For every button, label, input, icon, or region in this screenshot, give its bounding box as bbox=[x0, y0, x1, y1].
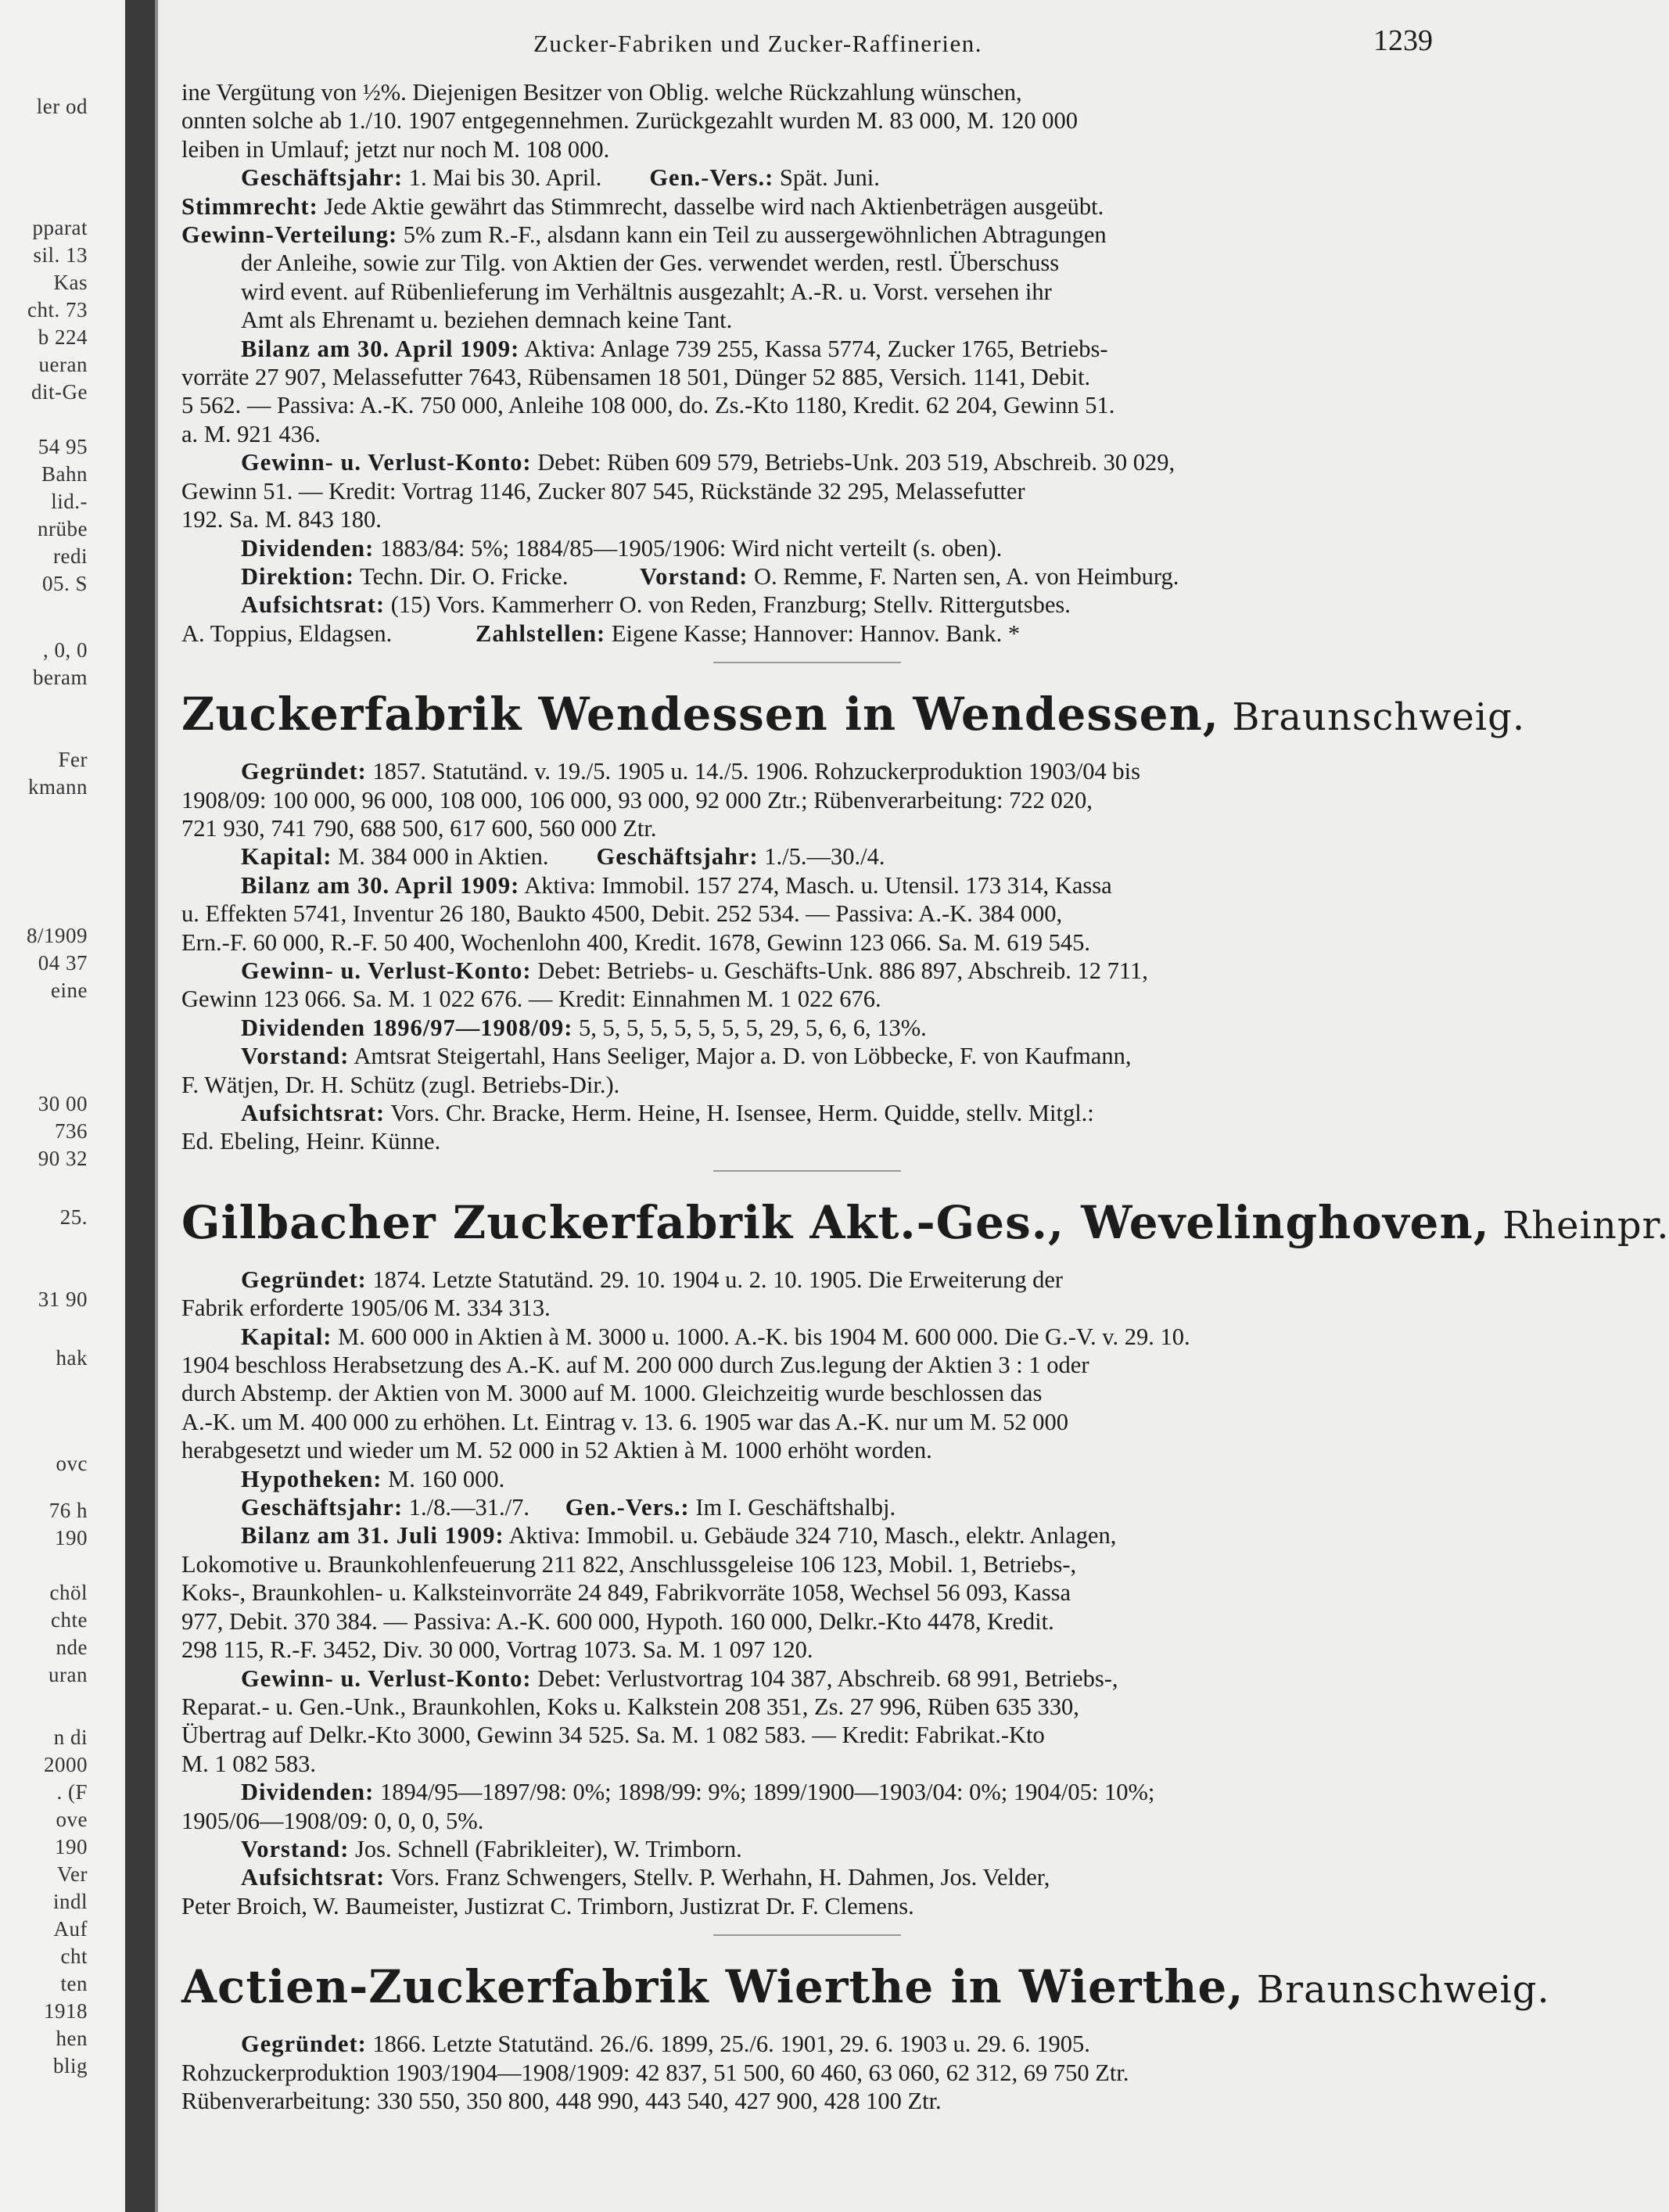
text-line: 192. Sa. M. 843 180. bbox=[181, 506, 382, 533]
field-key: Geschäftsjahr: bbox=[596, 843, 759, 871]
text-line: 1905/06—1908/09: 0, 0, 0, 5%. bbox=[181, 1807, 484, 1834]
field-key: Gewinn-Verteilung: bbox=[181, 221, 398, 249]
margin-fragment: ovc bbox=[56, 1452, 88, 1475]
profit-line bbox=[181, 221, 1433, 249]
field-value: Vors. Franz Schwengers, Stellv. P. Werhahn, H. Dahmen, Jos. Velder, bbox=[385, 1864, 1050, 1891]
field-key: Gewinn- u. Verlust-Konto: bbox=[241, 449, 532, 476]
company-title bbox=[181, 1959, 1550, 2017]
margin-fragment: 31 90 bbox=[38, 1287, 88, 1311]
field-key: Bilanz am 30. April 1909: bbox=[241, 335, 520, 362]
field-key: Bilanz am 31. Juli 1909: bbox=[241, 1522, 504, 1549]
field-value: 5% zum R.-F., alsdann kann ein Teil zu aussergewöhnlichen Abtragungen bbox=[397, 221, 1107, 249]
entry-wendessen bbox=[181, 687, 1526, 1156]
field-value: 1894/95—1897/98: 0%; 1898/99: 9%; 1899/1900—1903/04: 0%; 1904/05: 10%; bbox=[374, 1779, 1155, 1806]
board-line bbox=[181, 1099, 1433, 1127]
text-line: der Anleihe, sowie zur Tilg. von Aktien der Ges. verwendet werden, restl. Überschuss bbox=[241, 250, 1060, 277]
margin-fragment: Kas bbox=[53, 271, 88, 294]
field-key: Kapital: bbox=[241, 1323, 332, 1350]
margin-fragment: uran bbox=[48, 1663, 88, 1686]
margin-fragment: cht bbox=[60, 1944, 88, 1968]
margin-fragment: blig bbox=[52, 2054, 88, 2077]
field-value: M. 160 000. bbox=[382, 1465, 505, 1492]
field-value: Vors. Chr. Bracke, Herm. Heine, H. Isensee, Herm. Quidde, stellv. Mitgl.: bbox=[385, 1100, 1094, 1126]
section-divider bbox=[713, 662, 901, 663]
field-key: Geschäftsjahr: bbox=[241, 164, 404, 192]
field-key: Dividenden: bbox=[241, 534, 375, 562]
book-gutter bbox=[125, 0, 156, 2212]
field-key: Gewinn- u. Verlust-Konto: bbox=[241, 957, 532, 984]
field-key: Gegründet: bbox=[241, 758, 367, 785]
pl-line bbox=[181, 957, 1433, 985]
margin-fragment: Ver bbox=[57, 1862, 88, 1886]
text-line: Ern.-F. 60 000, R.-F. 50 400, Wochenlohn 400, Kredit. 1678, Gewinn 123 066. Sa. M. 619 545. bbox=[181, 928, 1091, 956]
margin-fragment: n di bbox=[53, 1725, 88, 1749]
fiscal-year-line bbox=[181, 1493, 1433, 1521]
field-key: Gen.-Vers.: bbox=[649, 164, 774, 192]
field-value: 1866. Letzte Statutänd. 26./6. 1899, 25./6. 1901, 29. 6. 1903 u. 29. 6. 1905. bbox=[366, 2031, 1090, 2058]
margin-fragment: 736 bbox=[55, 1119, 88, 1143]
field-value: 1./8.—31./7. bbox=[403, 1494, 529, 1521]
text-line: 298 115, R.-F. 3452, Div. 30 000, Vortrag 1073. Sa. M. 1 097 120. bbox=[181, 1636, 813, 1664]
entry-wierthe bbox=[181, 1959, 1550, 2115]
founded-line bbox=[181, 2030, 1433, 2058]
margin-fragment: ler od bbox=[36, 95, 88, 118]
margin-fragment: eine bbox=[51, 979, 88, 1002]
text-line: leiben in Umlauf; jetzt nur noch M. 108 000. bbox=[181, 135, 610, 163]
field-key: Aufsichtsrat: bbox=[241, 1100, 386, 1126]
field-value: 1./5.—30./4. bbox=[758, 843, 885, 871]
margin-fragment: kmann bbox=[28, 775, 88, 799]
text-line: Gewinn 51. — Kredit: Vortrag 1146, Zucker 807 545, Rückstände 32 295, Melassefutter bbox=[181, 477, 1025, 505]
text-line: Koks-, Braunkohlen- u. Kalksteinvorräte 24 849, Fabrikvorräte 1058, Wechsel 56 093, Kassa bbox=[181, 1579, 1071, 1607]
text-line: Peter Broich, W. Baumeister, Justizrat C. Trimborn, Justizrat Dr. F. Clemens. bbox=[181, 1892, 914, 1919]
margin-fragment: , 0, 0 bbox=[43, 638, 88, 662]
margin-fragment: 04 37 bbox=[38, 951, 88, 975]
field-key: Direktion: bbox=[241, 562, 354, 590]
margin-fragment: chöl bbox=[49, 1581, 88, 1604]
text-line: Gewinn 123 066. Sa. M. 1 022 676. — Kredit: Einnahmen M. 1 022 676. bbox=[181, 986, 881, 1013]
margin-fragment: dit-Ge bbox=[31, 380, 88, 404]
pl-line bbox=[181, 1664, 1433, 1693]
dividend-line bbox=[181, 1778, 1433, 1806]
text-line: F. Wätjen, Dr. H. Schütz (zugl. Betriebs-Dir.). bbox=[181, 1071, 620, 1098]
text-line: durch Abstemp. der Aktien von M. 3000 auf M. 1000. Gleichzeitig wurde beschlossen das bbox=[181, 1380, 1043, 1407]
running-head bbox=[181, 23, 1433, 78]
text-line: Reparat.- u. Gen.-Unk., Braunkohlen, Koks u. Kalkstein 208 351, Zs. 27 996, Rüben 635 330, bbox=[181, 1693, 1079, 1720]
field-key: Gewinn- u. Verlust-Konto: bbox=[241, 1664, 532, 1692]
field-value: Amtsrat Steigertahl, Hans Seeliger, Major a. D. von Löbbecke, F. von Kaufmann, bbox=[349, 1043, 1132, 1070]
field-key: Gegründet: bbox=[241, 2031, 367, 2058]
field-value: A. Toppius, Eldagsen. bbox=[181, 619, 393, 647]
field-value: M. 600 000 in Aktien à M. 3000 u. 1000. A.-K. bis 1904 M. 600 000. Die G.-V. v. 29. 10. bbox=[332, 1323, 1190, 1350]
margin-fragment: pparat bbox=[32, 216, 88, 239]
field-key: Vorstand: bbox=[241, 1835, 350, 1862]
field-value: 1883/84: 5%; 1884/85—1905/1906: Wird nicht verteilt (s. oben). bbox=[374, 534, 1003, 562]
field-value: Aktiva: Immobil. u. Gebäude 324 710, Masch., elektr. Anlagen, bbox=[504, 1522, 1117, 1549]
text-line: 721 930, 741 790, 688 500, 617 600, 560 000 Ztr. bbox=[181, 814, 657, 842]
fiscal-year-line bbox=[181, 163, 1433, 192]
page-number: 1239 bbox=[1373, 24, 1433, 57]
field-value: Eigene Kasse; Hannover: Hannov. Bank. * bbox=[605, 619, 1021, 647]
balance-line bbox=[181, 1521, 1433, 1549]
text-line: M. 1 082 583. bbox=[181, 1750, 316, 1777]
running-title: Zucker-Fabriken und Zucker-Raffinerien. bbox=[533, 30, 982, 57]
text-line: Lokomotive u. Braunkohlenfeuerung 211 822, Anschlussgeleise 106 123, Mobil. 1, Betriebs-, bbox=[181, 1550, 1077, 1578]
margin-fragment: 2000 bbox=[44, 1753, 88, 1776]
margin-fragment: Bahn bbox=[41, 462, 88, 486]
page-content bbox=[181, 23, 1669, 2115]
margin-fragment: ten bbox=[60, 1972, 88, 1995]
margin-fragment: ove bbox=[56, 1808, 88, 1831]
margin-fragment: Auf bbox=[53, 1917, 88, 1941]
margin-fragment: 1918 bbox=[44, 1999, 88, 2023]
text-line: Fabrik erforderte 1905/06 M. 334 313. bbox=[181, 1295, 551, 1322]
text-line: 1908/09: 100 000, 96 000, 108 000, 106 000, 93 000, 92 000 Ztr.; Rübenverarbeitung: 722 020, bbox=[181, 786, 1093, 813]
field-value: 1874. Letzte Statutänd. 29. 10. 1904 u. 2. 10. 1905. Die Erweiterung der bbox=[366, 1266, 1064, 1293]
margin-fragment: redi bbox=[53, 544, 88, 568]
dividend-line bbox=[181, 1014, 1433, 1042]
field-value: (15) Vors. Kammerherr O. von Reden, Franzburg; Stellv. Rittergutsbes. bbox=[385, 591, 1071, 619]
field-value: 5, 5, 5, 5, 5, 5, 5, 5, 29, 5, 6, 6, 13%. bbox=[572, 1014, 927, 1041]
margin-fragment: nde bbox=[56, 1636, 88, 1659]
text-line: ine Vergütung von ½%. Diejenigen Besitzer von Oblig. welche Rückzahlung wünschen, bbox=[181, 79, 1022, 106]
balance-line bbox=[181, 871, 1433, 900]
margin-fragment: 54 95 bbox=[38, 435, 88, 458]
field-value: Aktiva: Immobil. 157 274, Masch. u. Utensil. 173 314, Kassa bbox=[519, 871, 1112, 899]
field-key: Dividenden: bbox=[241, 1779, 375, 1806]
margin-fragment: 190 bbox=[55, 1526, 88, 1549]
field-value: Spät. Juni. bbox=[773, 164, 880, 192]
board-line-2 bbox=[181, 619, 1433, 648]
text-line: vorräte 27 907, Melassefutter 7643, Rübensamen 18 501, Dünger 52 885, Versich. 1141, Debit. bbox=[181, 364, 1091, 391]
field-value: Jede Aktie gewährt das Stimmrecht, dasselbe wird nach Aktienbeträgen ausgeübt. bbox=[318, 192, 1104, 220]
management-line bbox=[181, 1835, 1433, 1863]
management-line bbox=[181, 1042, 1433, 1070]
field-value: Debet: Verlustvortrag 104 387, Abschreib. 68 991, Betriebs-, bbox=[531, 1664, 1118, 1692]
field-key: Gen.-Vers.: bbox=[565, 1494, 690, 1521]
margin-fragment: 8/1909 bbox=[26, 924, 88, 947]
field-value: M. 384 000 in Aktien. bbox=[332, 843, 549, 871]
field-value: Debet: Rüben 609 579, Betriebs-Unk. 203 519, Abschreib. 30 029, bbox=[531, 449, 1175, 476]
margin-fragment: 30 00 bbox=[38, 1092, 88, 1115]
company-region: Rheinpr. bbox=[1489, 1203, 1669, 1248]
text-line: A.-K. um M. 400 000 zu erhöhen. Lt. Eintrag v. 13. 6. 1905 war das A.-K. nur um M. 52 000 bbox=[181, 1408, 1068, 1435]
capital-line bbox=[181, 842, 1433, 871]
founded-line bbox=[181, 757, 1433, 785]
text-line: Rohzuckerproduktion 1903/1904—1908/1909: 42 837, 51 500, 60 460, 63 060, 62 312, 69 750 Ztr. bbox=[181, 2059, 1129, 2086]
gutter-edge bbox=[155, 0, 158, 2212]
field-value: Im I. Geschäftshalbj. bbox=[689, 1494, 896, 1521]
company-name: Actien-Zuckerfabrik Wierthe in Wierthe, bbox=[181, 1960, 1244, 2014]
field-key: Hypotheken: bbox=[241, 1465, 382, 1492]
dividend-line bbox=[181, 534, 1433, 562]
text-line: 5 562. — Passiva: A.-K. 750 000, Anleihe 108 000, do. Zs.-Kto 1180, Kredit. 62 204, Gewinn 51. bbox=[181, 392, 1115, 419]
management-line bbox=[181, 562, 1433, 591]
text-line: u. Effekten 5741, Inventur 26 180, Baukto 4500, Debit. 252 534. — Passiva: A.-K. 384 000, bbox=[181, 900, 1063, 928]
text-line: wird event. auf Rübenlieferung im Verhältnis ausgezahlt; A.-R. u. Vorst. versehen ihr bbox=[241, 278, 1052, 305]
margin-fragment: beram bbox=[33, 666, 88, 689]
text-line: Ed. Ebeling, Heinr. Künne. bbox=[181, 1128, 441, 1155]
margin-fragment: hen bbox=[56, 2027, 88, 2050]
margin-fragment: ueran bbox=[38, 353, 88, 376]
margin-fragment: 05. S bbox=[41, 572, 88, 595]
field-value: Aktiva: Anlage 739 255, Kassa 5774, Zucker 1765, Betriebs- bbox=[519, 335, 1108, 362]
mortgage-line bbox=[181, 1465, 1433, 1493]
entry-continued bbox=[181, 78, 1433, 648]
field-key: Bilanz am 30. April 1909: bbox=[241, 871, 520, 899]
text-line: Übertrag auf Delkr.-Kto 3000, Gewinn 34 525. Sa. M. 1 082 583. — Kredit: Fabrikat.-Kto bbox=[181, 1722, 1045, 1749]
text-line: onnten solche ab 1./10. 1907 entgegennehmen. Zurückgezahlt wurden M. 83 000, M. 120 000 bbox=[181, 107, 1079, 135]
company-title bbox=[181, 1195, 1669, 1253]
field-key: Vorstand: bbox=[639, 562, 748, 590]
field-value: 1. Mai bis 30. April. bbox=[403, 164, 602, 192]
company-region: Braunschweig. bbox=[1219, 695, 1526, 740]
margin-fragment: indl bbox=[52, 1890, 88, 1913]
margin-fragment: b 224 bbox=[38, 325, 88, 349]
margin-fragment: 190 bbox=[55, 1835, 88, 1858]
margin-fragment: Fer bbox=[58, 748, 88, 771]
margin-fragment: 90 32 bbox=[38, 1147, 88, 1170]
text-line: Amt als Ehrenamt u. beziehen demnach keine Tant. bbox=[241, 307, 733, 334]
company-name: Gilbacher Zuckerfabrik Akt.-Ges., Wevelinghoven, bbox=[181, 1195, 1490, 1249]
board-line bbox=[181, 1863, 1433, 1891]
entry-gilbacher bbox=[181, 1195, 1669, 1920]
margin-fragment: chte bbox=[51, 1608, 88, 1632]
margin-fragment: hak bbox=[56, 1346, 88, 1370]
text-line: a. M. 921 436. bbox=[181, 420, 321, 447]
margin-fragment: lid.- bbox=[51, 490, 88, 513]
founded-line bbox=[181, 1266, 1433, 1294]
field-key: Dividenden 1896/97—1908/09: bbox=[241, 1014, 573, 1041]
text-line: herabgesetzt und wieder um M. 52 000 in 52 Aktien à M. 1000 erhöht worden. bbox=[181, 1437, 932, 1464]
previous-page-margin bbox=[0, 0, 124, 2212]
balance-line bbox=[181, 335, 1433, 363]
section-divider bbox=[713, 1170, 901, 1172]
field-value: Debet: Betriebs- u. Geschäfts-Unk. 886 897, Abschreib. 12 711, bbox=[531, 957, 1148, 984]
company-name: Zuckerfabrik Wendessen in Wendessen, bbox=[181, 688, 1219, 742]
field-value: Jos. Schnell (Fabrikleiter), W. Trimborn. bbox=[349, 1835, 742, 1862]
field-key: Vorstand: bbox=[241, 1043, 350, 1070]
field-key: Aufsichtsrat: bbox=[241, 591, 386, 619]
pl-line bbox=[181, 448, 1433, 476]
section-divider bbox=[713, 1934, 901, 1936]
margin-fragment: . (F bbox=[56, 1780, 88, 1804]
text-line: 977, Debit. 370 384. — Passiva: A.-K. 600 000, Hypoth. 160 000, Delkr.-Kto 4478, Kredit. bbox=[181, 1607, 1054, 1635]
field-value: Techn. Dir. O. Fricke. bbox=[354, 562, 569, 590]
margin-fragment: 76 h bbox=[48, 1499, 88, 1522]
margin-fragment: 25. bbox=[59, 1205, 88, 1229]
field-key: Stimmrecht: bbox=[181, 192, 318, 220]
field-key: Gegründet: bbox=[241, 1266, 367, 1293]
capital-line bbox=[181, 1323, 1433, 1351]
company-region: Braunschweig. bbox=[1244, 1968, 1550, 2013]
field-key: Zahlstellen: bbox=[476, 619, 606, 647]
company-title bbox=[181, 687, 1526, 745]
board-line bbox=[181, 591, 1433, 619]
voting-line bbox=[181, 192, 1433, 221]
field-value: O. Remme, F. Narten sen, A. von Heimburg. bbox=[748, 562, 1179, 590]
margin-fragment: cht. 73 bbox=[27, 298, 88, 321]
margin-fragment: nrübe bbox=[38, 517, 88, 540]
field-value: 1857. Statutänd. v. 19./5. 1905 u. 14./5. 1906. Rohzuckerproduktion 1903/04 bis bbox=[366, 758, 1141, 785]
field-key: Aufsichtsrat: bbox=[241, 1864, 386, 1891]
text-line: Rübenverarbeitung: 330 550, 350 800, 448 990, 443 540, 427 900, 428 100 Ztr. bbox=[181, 2087, 942, 2114]
field-key: Kapital: bbox=[241, 843, 332, 871]
field-key: Geschäftsjahr: bbox=[241, 1494, 404, 1521]
text-line: 1904 beschloss Herabsetzung des A.-K. auf M. 200 000 durch Zus.legung der Aktien 3 : 1 oder bbox=[181, 1352, 1089, 1379]
margin-fragment: sil. 13 bbox=[33, 243, 88, 267]
